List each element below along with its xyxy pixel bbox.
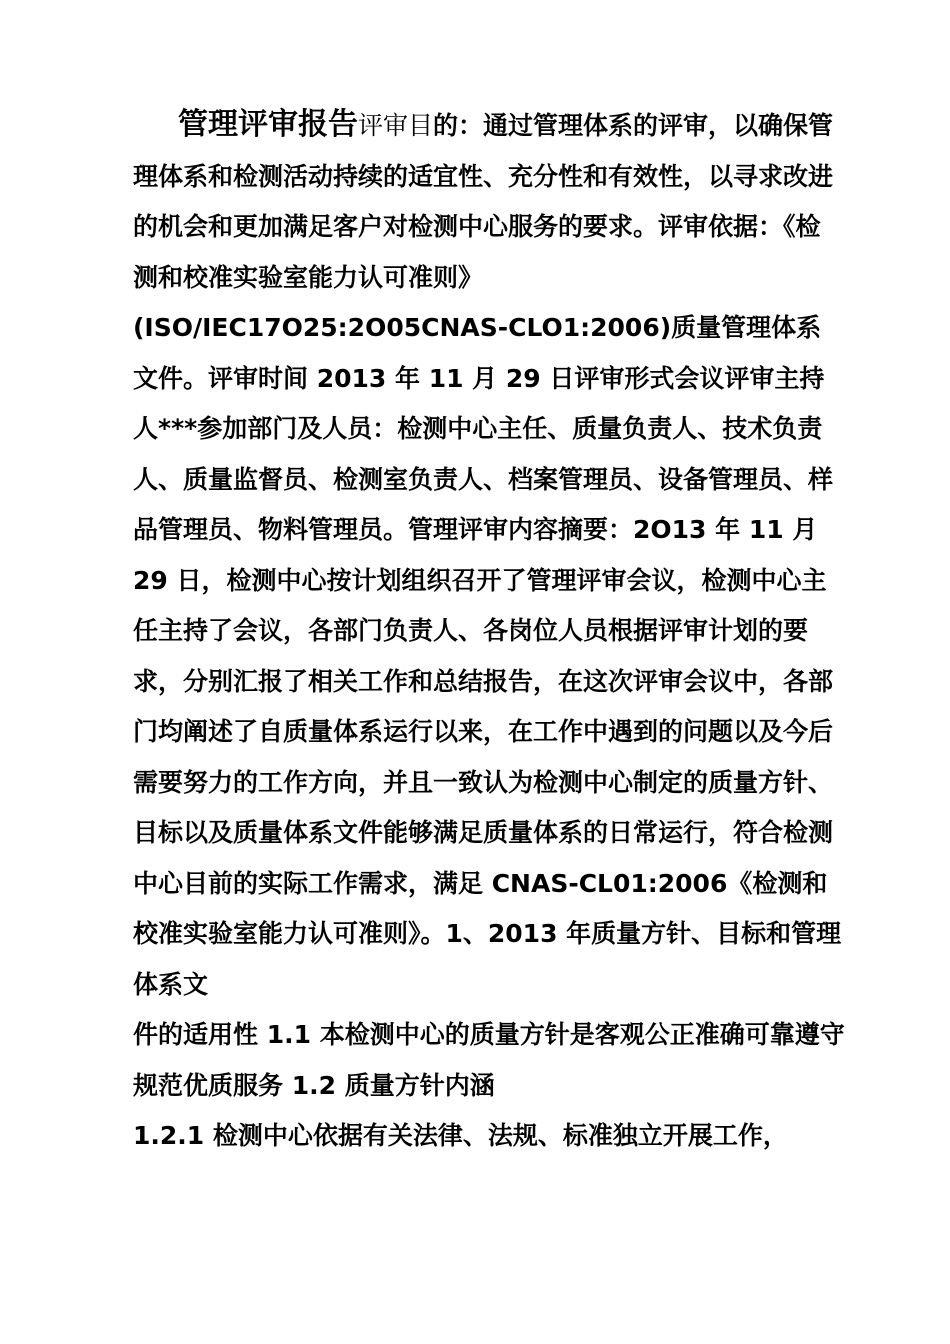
intro-paragraph — [133, 100, 845, 1010]
document-title: 管理评审报告 — [178, 107, 358, 142]
intro-lead-text: 评审目 — [358, 111, 434, 140]
document-body — [133, 100, 845, 1162]
paragraph-applicability: 件的适用性 1.1 本检测中心的质量方针是客观公正准确可靠遵守规范优质服务 1.2 质量方针内涵 — [133, 1020, 845, 1100]
paragraph-policy-connotation: 1.2.1 检测中心依据有关法律、法规、标准独立开展工作， — [133, 1121, 788, 1150]
paragraph-text: 的：通过管理体系的评审，以确保管理体系和检测活动持续的适宜性、充分性和有效性，以寻求改进的机会和更加满足客户对检测中心服务的要求。评审依据：《检测和校准实验室能力认可准则》(ISO/IEC17O25:2O05CNAS-CLO1:2006)质量管理体系文件。评审时间 2013 年 11 月 29 日评审形式会议评审主持人***参加部门及人员：检测中心主任、质量负责人、技术负责人、质量监督员、检测室负责人、档案管理员、设备管理员、样品管理员、物料管理员。管理评审内容摘要：2O13 年 11 月 29 日，检测中心按计划组织召开了管理评审会议，检测中心主任主持了会议，各部门负责人、各岗位人员根据评审计划的要求，分别汇报了相关工作和总结报告，在这次评审会议中，各部门均阐述了自质量体系运行以来，在工作中遇到的问题以及今后需要努力的工作方向，并且一致认为检测中心制定的质量方针、目标以及质量体系文件能够满足质量体系的日常运行，符合检测中心目前的实际工作需求，满足 CNAS-CL01:2006《检测和校准实验室能力认可准则》。1、2013 年质量方针、目标和管理体系文 — [133, 111, 842, 999]
